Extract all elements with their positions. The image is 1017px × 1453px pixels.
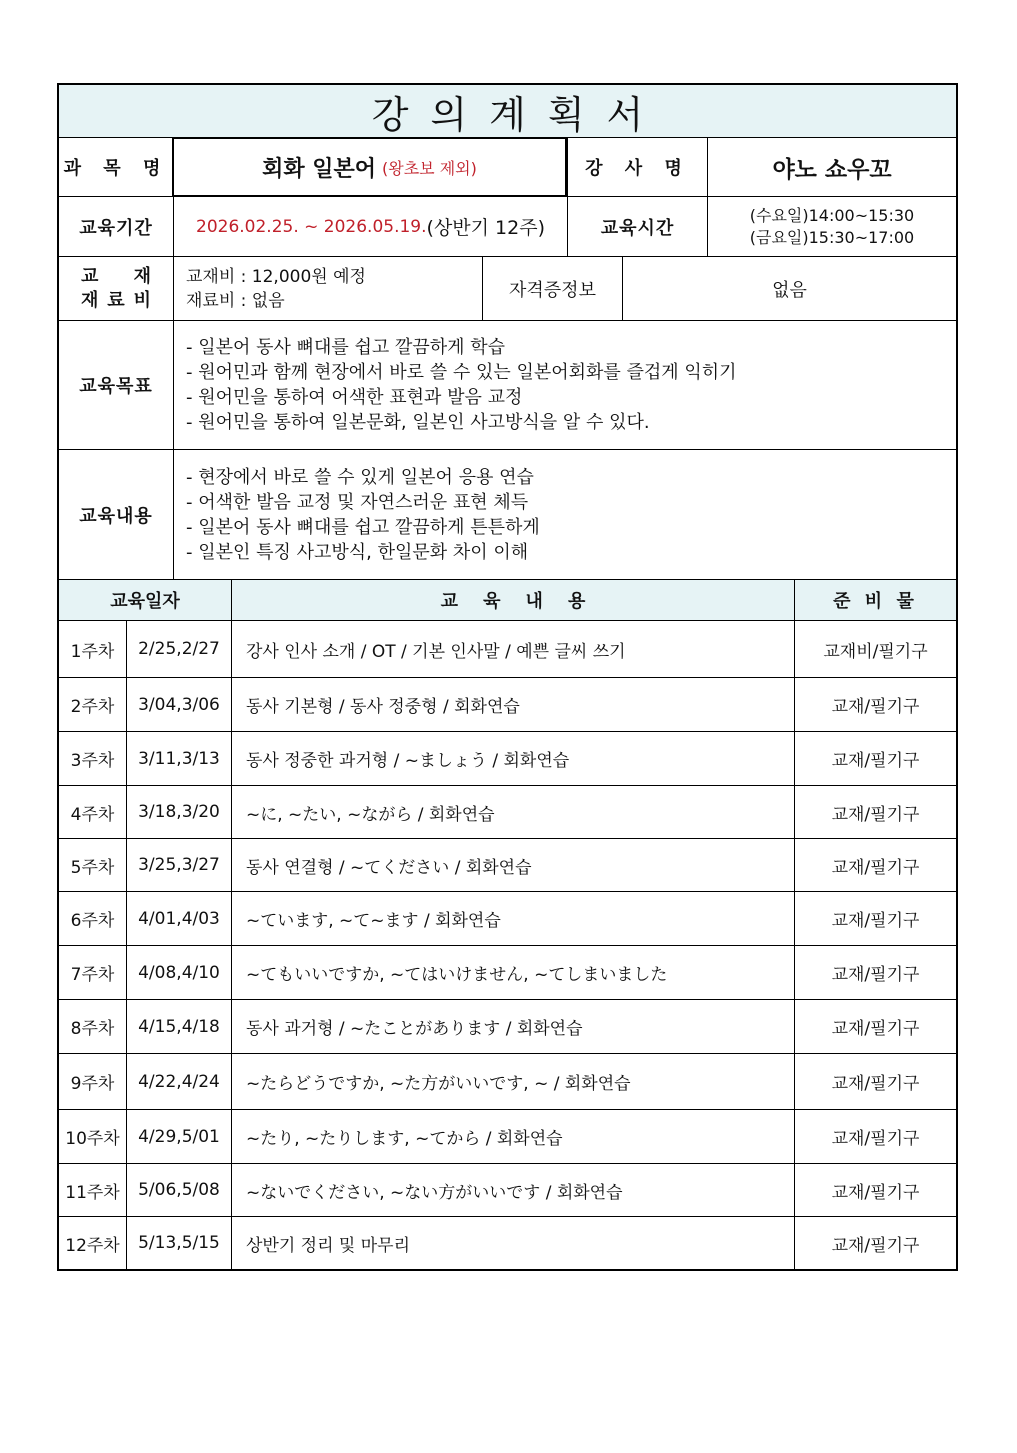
cert-value: 없음: [772, 279, 807, 301]
period-note: (상반기 12주): [426, 217, 545, 239]
time-list: [750, 205, 914, 249]
time-label-cell: [567, 197, 707, 256]
goals-list: [173, 321, 956, 449]
table-row: [59, 945, 956, 999]
week-cell: 6주차: [70, 911, 115, 931]
period-label-cell: [59, 197, 173, 256]
teacher-label: 강 사 명: [585, 158, 690, 179]
period-value-cell: [173, 197, 567, 256]
table-row: [59, 838, 956, 891]
content-cell: ~たらどうですか, ~た方がいいです, ~ / 회화연습: [231, 1054, 794, 1109]
content-item: - 일본어 동사 뼈대를 쉽고 깔끔하게 튼튼하게: [186, 516, 540, 538]
cert-value-cell: [622, 257, 956, 320]
materials-cell: 교재/필기구: [794, 732, 956, 785]
materials-cell: 교재/필기구: [794, 892, 956, 945]
week-cell: 1주차: [70, 641, 115, 662]
table-row: [59, 891, 956, 945]
course-note: (왕초보 제외): [382, 158, 477, 178]
dates-cell: 4/15,4/18: [126, 1000, 231, 1053]
materials-cell: 교재/필기구: [794, 1217, 956, 1269]
schedule-header-row: [59, 579, 956, 620]
dates-cell: 5/13,5/15: [126, 1217, 231, 1269]
materials-cell: 교재/필기구: [794, 678, 956, 731]
table-row: [59, 1216, 956, 1269]
teacher-label-cell: [567, 138, 707, 196]
content-cell: 강사 인사 소개 / OT / 기본 인사말 / 예쁜 글씨 쓰기: [231, 621, 794, 677]
dates-cell: 4/01,4/03: [126, 892, 231, 945]
week-cell: 5주차: [70, 857, 115, 878]
table-row: [59, 620, 956, 677]
teacher-name: 야노 쇼우꼬: [772, 156, 892, 183]
goal-item: - 원어민을 통하여 일본문화, 일본인 사고방식을 알 수 있다.: [186, 412, 650, 433]
schedule-table-body: [59, 620, 956, 1269]
materials-cell: 교재/필기구: [794, 786, 956, 838]
dates-cell: 4/22,4/24: [126, 1054, 231, 1109]
week-cell: 2주차: [70, 697, 115, 717]
time-friday: (금요일)15:30~17:00: [749, 227, 915, 247]
course-label: 과 목 명: [63, 158, 169, 179]
materials-label-line1: 교 재: [81, 265, 151, 287]
dates-cell: 3/04,3/06: [126, 678, 231, 731]
content-cell: 동사 기본형 / 동사 정중형 / 회화연습: [231, 678, 794, 731]
dates-cell: 3/25,3/27: [126, 839, 231, 891]
content-cell: 동사 연결형 / ~てください / 회화연습: [231, 839, 794, 891]
content-label-cell: [59, 450, 173, 579]
course-name-cell: [172, 137, 567, 197]
materials-cell: 교재/필기구: [794, 1054, 956, 1109]
teacher-name-cell: [707, 138, 956, 196]
goal-item: - 원어민과 함께 현장에서 바로 쓸 수 있는 일본어회화를 즐겁게 익히기: [186, 362, 737, 383]
materials-cell: 교재/필기구: [794, 839, 956, 891]
cert-label-cell: [482, 257, 622, 320]
dates-cell: 2/25,2/27: [126, 621, 231, 677]
content-cell: 동사 정중한 과거형 / ~ましょう / 회화연습: [231, 732, 794, 785]
content-item: - 현장에서 바로 쓸 수 있게 일본어 응용 연습: [186, 466, 534, 488]
goal-item: - 일본어 동사 뼈대를 쉽고 깔끔하게 학습: [186, 337, 506, 358]
table-row: [59, 731, 956, 785]
table-row: [59, 785, 956, 838]
table-row: [59, 999, 956, 1053]
content-cell: ~ています, ~て~ます / 회화연습: [231, 892, 794, 945]
materials-row: [59, 256, 956, 320]
week-cell: 9주차: [70, 1074, 115, 1094]
table-row: [59, 1163, 956, 1216]
content-cell: ~ないでください, ~ない方がいいです / 회화연습: [231, 1164, 794, 1216]
materials-label-line2: 재 료 비: [81, 289, 151, 311]
week-cell: 8주차: [70, 1019, 115, 1039]
content-list: [173, 450, 956, 579]
goals-label: 교육목표: [79, 376, 153, 397]
table-row: [59, 1053, 956, 1109]
week-cell: 10주차: [65, 1129, 120, 1149]
time-label: 교육시간: [600, 217, 675, 239]
schedule-header-date: 교육일자: [110, 591, 180, 612]
materials-cell: 교재/필기구: [794, 1110, 956, 1163]
material-cost: 재료비 : 없음: [186, 290, 285, 311]
course-label-cell: [59, 138, 173, 196]
goals-label-cell: [59, 321, 173, 449]
page-title: 강의계획서: [371, 92, 666, 137]
period-dates: 2026.02.25. ~ 2026.05.19.: [196, 216, 427, 237]
content-row: [59, 449, 956, 579]
course-row: [59, 137, 956, 196]
goal-item: - 원어민을 통하여 어색한 표현과 발음 교정: [186, 387, 523, 408]
dates-cell: 3/11,3/13: [126, 732, 231, 785]
table-row: [59, 1109, 956, 1163]
week-cell: 3주차: [70, 751, 115, 771]
dates-cell: 4/08,4/10: [126, 946, 231, 999]
dates-cell: 5/06,5/08: [126, 1164, 231, 1216]
schedule-header-materials: 준 비 물: [794, 580, 956, 620]
content-cell: 상반기 정리 및 마무리: [231, 1217, 794, 1269]
schedule-header-content: 교 육 내 용: [231, 580, 794, 620]
period-label: 교육기간: [79, 217, 153, 239]
time-value-cell: [707, 197, 956, 256]
materials-label: [81, 265, 151, 313]
content-item: - 일본인 특징 사고방식, 한일문화 차이 이해: [186, 541, 529, 563]
materials-cell: 교재/필기구: [794, 1000, 956, 1053]
content-item: - 어색한 발음 교정 및 자연스러운 표현 체득: [186, 491, 529, 513]
goals-row: [59, 320, 956, 449]
week-cell: 12주차: [65, 1235, 120, 1256]
lecture-plan-document: [57, 83, 958, 1271]
week-cell: 4주차: [70, 804, 115, 825]
content-cell: 동사 과거형 / ~たことがあります / 회화연습: [231, 1000, 794, 1053]
table-row: [59, 677, 956, 731]
time-wednesday: (수요일)14:00~15:30: [749, 205, 915, 225]
materials-label-cell: [59, 257, 173, 320]
content-label: 교육내용: [79, 505, 153, 527]
period-row: [59, 196, 956, 256]
materials-cell: 교재/필기구: [794, 946, 956, 999]
week-cell: 11주차: [65, 1182, 120, 1203]
textbook-cost: 교재비 : 12,000원 예정: [186, 266, 366, 287]
materials-cell: 교재비/필기구: [794, 621, 956, 677]
dates-cell: 4/29,5/01: [126, 1110, 231, 1163]
content-cell: ~てもいいですか, ~てはいけません, ~てしまいました: [231, 946, 794, 999]
dates-cell: 3/18,3/20: [126, 786, 231, 838]
title-row: [59, 85, 956, 137]
week-cell: 7주차: [70, 965, 115, 985]
materials-cell: 교재/필기구: [794, 1164, 956, 1216]
materials-value-cell: [173, 257, 482, 320]
content-cell: ~たり, ~たりします, ~てから / 회화연습: [231, 1110, 794, 1163]
cert-label: 자격증정보: [509, 279, 596, 301]
content-cell: ~に, ~たい, ~ながら / 회화연습: [231, 786, 794, 838]
course-name: 회화 일본어: [262, 156, 377, 182]
